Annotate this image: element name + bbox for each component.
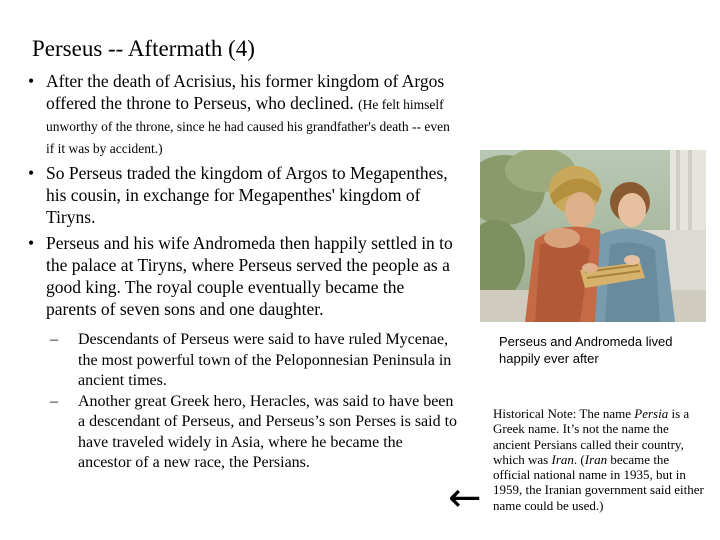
- bullet-text: After the death of Acrisius, his former kingdom of Argos offered the throne to Perseus, who declined.: [46, 71, 445, 113]
- sub-bullet-dash: –: [50, 331, 58, 348]
- note-term-iran: Iran: [551, 451, 574, 467]
- note-term-iran: Iran: [584, 451, 608, 467]
- note-text: . (: [573, 451, 585, 467]
- note-term-persia: Persia: [634, 406, 669, 421]
- slide-title: Perseus -- Aftermath (4): [32, 36, 255, 61]
- bullet-dot: •: [28, 233, 35, 253]
- sub-bullet-mycenae: [50, 330, 458, 392]
- bullet-dot: •: [28, 163, 35, 183]
- sub-bullet-text: Another great Greek hero, Heracles, was said to have been a descendant of Perseus, and Perseus’s son Perses is said to have traveled widely in Asia, where he became the ancestor of a new race, the Persians.: [78, 392, 458, 471]
- sub-bullet-heracles: [50, 392, 458, 474]
- sub-bullet-text: Descendants of Perseus were said to have ruled Mycenae, the most powerful town of the Peloponnesian Peninsula in ancient times.: [78, 331, 452, 389]
- sub-bullet-dash: –: [50, 392, 58, 410]
- sub-bullet-list: [50, 330, 458, 474]
- image-caption: Perseus and Andromeda lived happily ever after: [499, 334, 673, 366]
- bullet-item-tiryns: [28, 162, 458, 228]
- bullet-item-andromeda: [28, 232, 458, 320]
- note-text: became the official national name in 1935, but in 1959, the Iranian government said either name could be used.): [493, 451, 704, 513]
- note-text: Historical Note: The name: [493, 406, 635, 421]
- bullet-list: [28, 70, 458, 474]
- bullet-aside: (He felt himself unworthy of the throne, since he had caused his grandfather's death -- even if it was by accident.): [46, 97, 450, 156]
- bullet-dot: •: [28, 71, 35, 91]
- perseus-andromeda-painting: [480, 150, 706, 322]
- historical-note: [493, 406, 705, 513]
- bullet-item-argos: [28, 70, 458, 158]
- note-text: is a Greek name. It’s not the name the ancient Persians called their country, which was: [493, 406, 690, 467]
- bullet-text: So Perseus traded the kingdom of Argos to Megapenthes, his cousin, in exchange for Megapenthes' kingdom of Tiryns.: [46, 163, 448, 227]
- arrow-left-icon: ←: [448, 475, 482, 521]
- bullet-text: Perseus and his wife Andromeda then happily settled in to the palace at Tiryns, where Perseus served the people as a good king. The royal couple eventually became the parents of seven sons and one daughter.: [46, 233, 453, 319]
